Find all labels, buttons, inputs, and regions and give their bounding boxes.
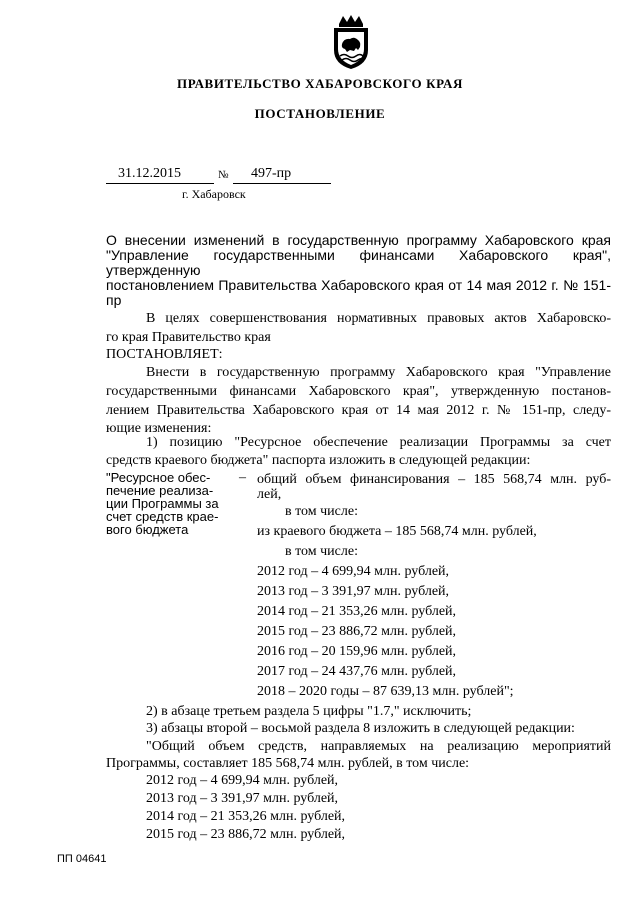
document-type: ПОСТАНОВЛЕНИЕ [254, 106, 386, 121]
document-subject [106, 233, 611, 308]
item-line: ющие изменения: [106, 421, 212, 436]
subitem-line: 1) позицию "Ресурсное обеспечение реализации Программы за счет [146, 435, 611, 450]
including-label: в том числе: [285, 504, 358, 519]
document-number: 497-пр [251, 166, 292, 181]
year-line: 2017 год – 24 437,76 млн. рублей, [257, 664, 457, 679]
year-line: 2015 год – 23 886,72 млн. рублей, [146, 827, 346, 842]
item-line: Внести в государственную программу Хабаровского края "Управление [146, 365, 611, 380]
item-line: лением Правительства Хабаровского края от 14 мая 2012 г. № 151-пр, следу- [106, 403, 611, 418]
date-underline [106, 183, 214, 184]
subject-line: "Управление государственными финансами Хабаровского края", утвержденную [106, 247, 611, 278]
year-line: 2012 год – 4 699,94 млн. рублей, [146, 773, 339, 788]
number-underline [233, 183, 331, 184]
number-sign: № [218, 169, 229, 181]
position-line: счет средств крае- [106, 509, 219, 524]
coat-of-arms-icon [330, 14, 372, 70]
year-line: 2013 год – 3 391,97 млн. рублей, [257, 584, 450, 599]
subject-line: постановлением Правительства Хабаровского края от 14 мая 2012 г. № 151-пр [106, 277, 611, 308]
government-title: ПРАВИТЕЛЬСТВО ХАБАРОВСКОГО КРАЯ [176, 76, 463, 91]
subject-line: О внесении изменений в государственную программу Хабаровского края [106, 232, 611, 248]
decree-word: ПОСТАНОВЛЯЕТ: [106, 347, 223, 362]
city-label: г. Хабаровск [182, 187, 246, 201]
passport-position-name [106, 471, 230, 536]
year-line: 2014 год – 21 353,26 млн. рублей, [146, 809, 346, 824]
position-line: "Ресурсное обес- [106, 470, 211, 485]
quote-line: Программы, составляет 185 568,74 млн. рублей, в том числе: [106, 756, 470, 771]
year-line: 2018 – 2020 годы – 87 639,13 млн. рублей"; [257, 684, 514, 699]
subitem-line: средств краевого бюджета" паспорта изложить в следующей редакции: [106, 453, 531, 468]
change-item: 2) в абзаце третьем раздела 5 цифры "1.7," исключить; [146, 704, 472, 719]
position-line: вого бюджета [106, 522, 189, 537]
regional-budget-line: из краевого бюджета – 185 568,74 млн. рублей, [257, 524, 537, 539]
intro-line: го края Правительство края [106, 330, 271, 345]
year-line: 2012 год – 4 699,94 млн. рублей, [257, 564, 450, 579]
position-dash: – [239, 470, 246, 485]
year-line: 2016 год – 20 159,96 млн. рублей, [257, 644, 457, 659]
footer-code: ПП 04641 [57, 853, 107, 865]
including-label: в том числе: [285, 544, 358, 559]
intro-line: В целях совершенствования нормативных правовых актов Хабаровско- [146, 311, 611, 326]
year-line: 2014 год – 21 353,26 млн. рублей, [257, 604, 457, 619]
year-line: 2013 год – 3 391,97 млн. рублей, [146, 791, 339, 806]
year-line: 2015 год – 23 886,72 млн. рублей, [257, 624, 457, 639]
item-line: государственными финансами Хабаровского края", утвержденную постанов- [106, 384, 611, 399]
position-line: печение реализа- [106, 483, 214, 498]
position-line: ции Программы за [106, 496, 219, 511]
document-date: 31.12.2015 [118, 166, 181, 181]
change-item: 3) абзацы второй – восьмой раздела 8 изложить в следующей редакции: [146, 721, 575, 736]
total-line: общий объем финансирования – 185 568,74 млн. руб- [257, 472, 611, 487]
quote-line: "Общий объем средств, направляемых на реализацию мероприятий [146, 739, 611, 754]
total-line: лей, [257, 487, 282, 502]
